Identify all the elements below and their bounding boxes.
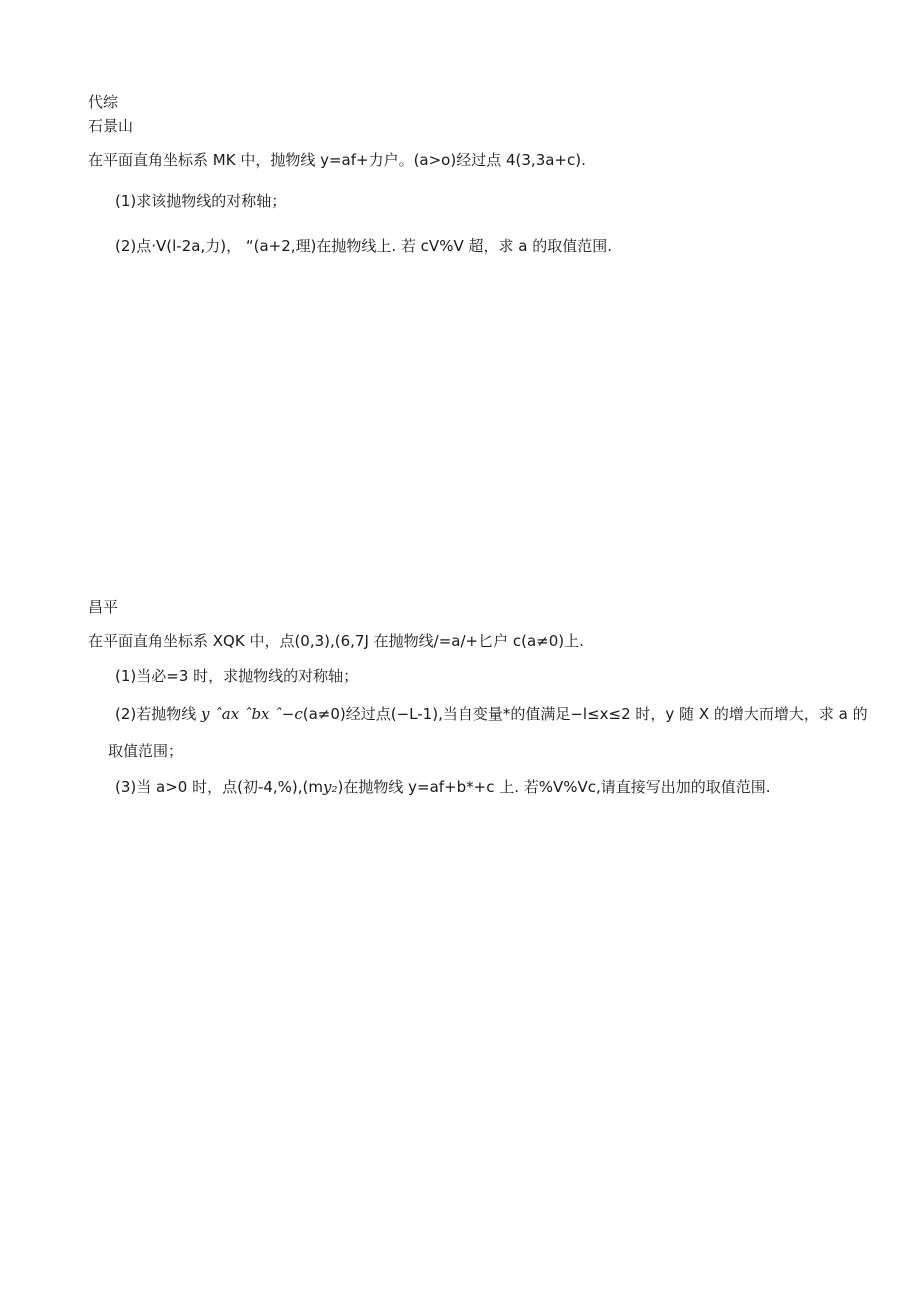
question-2-2-continuation: 取值范围； (108, 742, 184, 760)
problem-stem-1: 在平面直角坐标系 MK 中，抛物线 y=af+力户。(a>o)经过点 4(3,3a+c). (88, 151, 586, 169)
question-2-2-suffix: (a≠0)经过点(−L-1),当自变量*的值满足−l≤x≤2 时，y 随 X 的增大而增大，求 a 的 (302, 705, 868, 723)
section-heading-changping: 昌平 (88, 598, 119, 616)
question-2-3-prefix: (3)当 a>0 时，点(初-4,%),(m (115, 778, 324, 796)
question-1-1: (1)求该抛物线的对称轴； (115, 192, 287, 210)
question-2-3-suffix: )在抛物线 y=af+b*+c 上. 若%V%Vc,请直接写出加的取值范围. (337, 778, 771, 796)
question-2-2 (115, 704, 868, 724)
question-2-3 (115, 777, 771, 797)
question-2-1: (1)当必=3 时，求抛物线的对称轴； (115, 667, 359, 685)
section-heading-shijingshan: 石景山 (88, 117, 134, 135)
document-title: 代综 (88, 93, 119, 111)
problem-stem-2: 在平面直角坐标系 XQK 中，点(0,3),(6,7J 在抛物线/=a/+匕户 c(a≠0)上. (88, 632, 584, 650)
question-2-2-formula: y ˆax ˆbx ˆ−c (201, 705, 303, 723)
question-2-3-formula: y₂ (323, 778, 338, 796)
question-2-2-prefix: (2)若抛物线 (115, 705, 202, 723)
question-1-2: (2)点·V(l-2a,力)， “(a+2,理)在抛物线上. 若 cV%V 超，求 a 的取值范围. (115, 237, 612, 255)
